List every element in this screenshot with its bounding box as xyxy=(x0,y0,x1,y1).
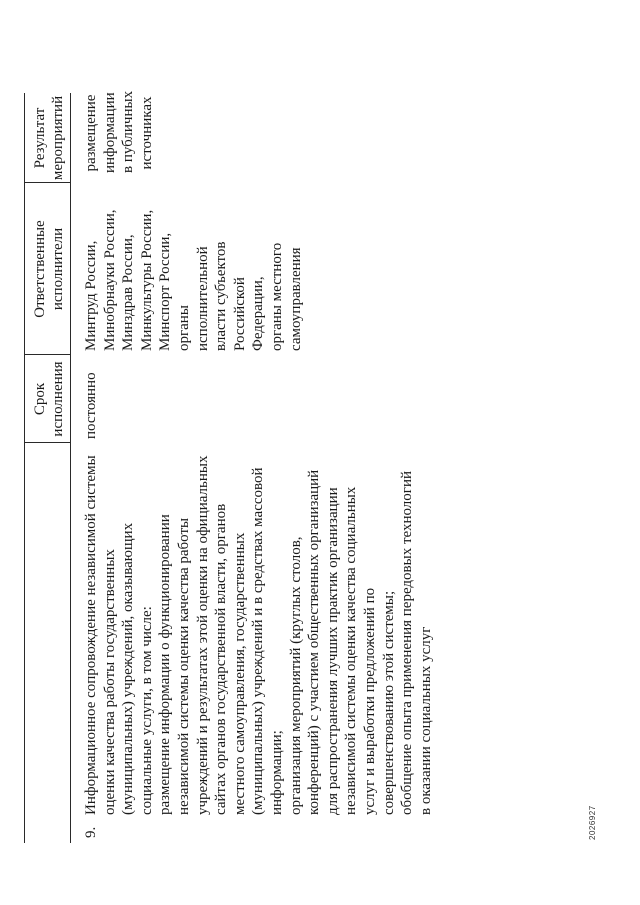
row-number: 9. xyxy=(83,826,99,838)
header-result: Результат мероприятий xyxy=(32,95,66,181)
row-activity: Информационное сопровождение независимой системы оценки качества работы государственных (муниципальных) учреждений, оказывающих социальные услуги, в том числе: размещение информации о функционировании независимой системы оценки качества работы учреждений и результатах этой оценки на официальных сайтах органов государственной власти, органов местного самоуправления, государственных (муниципальных) учреждений и в средствах массовой информации; организация мероприятий (круглых столов, конференций) с участием общественных организаций для распространения лучших практик организации независимой системы оценки качества социальных услуг и выработки предложений по совершенствованию этой системы; обобщение опыта применения передовых технологий в оказании социальных услуг xyxy=(83,455,434,815)
row-responsible: Минтруд России, Минобрнауки России, Минздрав России, Минкультуры России, Минспорт России, органы исполнительной власти субъектов Российской Федерации, органы местного самоуправления xyxy=(83,209,304,351)
row-result: размещение информации в публичных источниках xyxy=(83,90,155,173)
document-code: 2026927 xyxy=(588,805,597,840)
page-number xyxy=(0,455,2,485)
header-deadline: Срок исполнения xyxy=(32,361,66,437)
header-responsible: Ответственные исполнители xyxy=(32,220,66,318)
table-header-rule xyxy=(70,93,71,843)
table-top-rule xyxy=(24,93,25,843)
document-page xyxy=(0,73,616,873)
row-deadline: постоянно xyxy=(83,372,99,439)
